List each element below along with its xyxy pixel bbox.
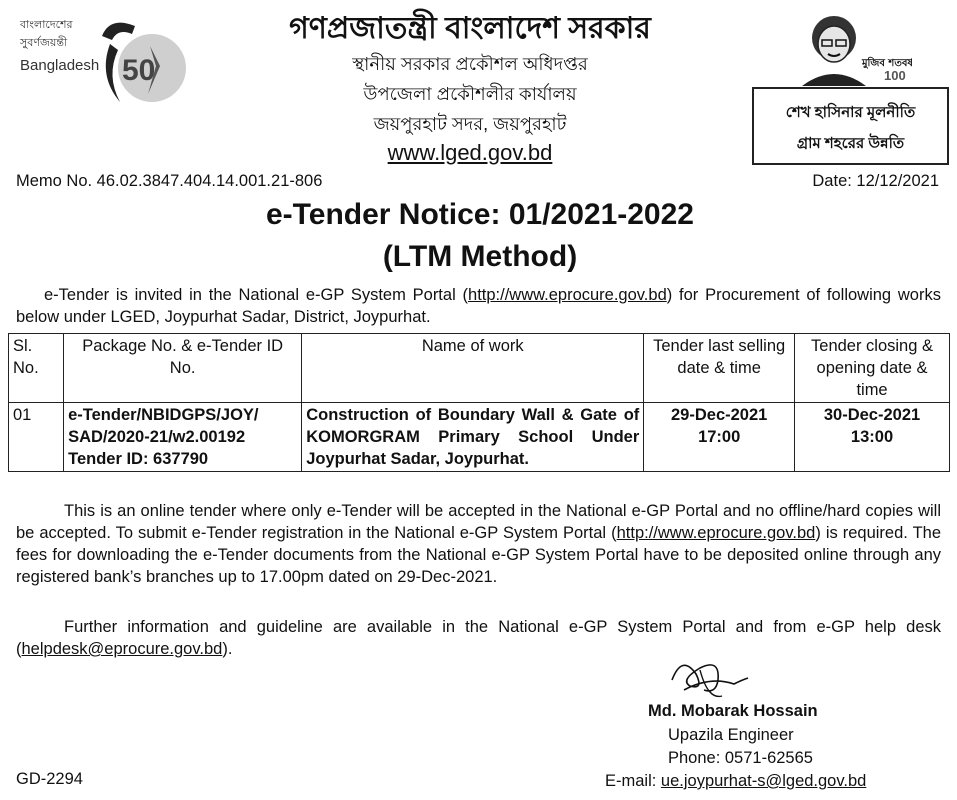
col-work: Name of work	[302, 334, 644, 403]
website-link[interactable]: www.lged.gov.bd	[387, 140, 553, 165]
col-selling: Tender last selling date & time	[644, 334, 795, 403]
location-line: জয়পুরহাট সদর, জয়পুরহাট	[373, 114, 567, 134]
golden-jubilee-logo	[10, 6, 190, 118]
signatory-phone: Phone: 0571-62565	[668, 749, 813, 767]
row-sl: 01	[9, 403, 64, 472]
slogan-box	[752, 87, 949, 165]
eprocure-link-2[interactable]: http://www.eprocure.gov.bd	[616, 524, 816, 542]
signatory-title: Upazila Engineer	[668, 726, 794, 744]
email-link[interactable]: ue.joypurhat-s@lged.gov.bd	[660, 772, 867, 790]
col-package: Package No. & e-Tender ID No.	[64, 334, 302, 403]
office-line: উপজেলা প্রকৌশলীর কার্যালয়	[363, 84, 577, 104]
portrait-number: 100	[884, 68, 906, 83]
notice-title: e-Tender Notice: 01/2021-2022	[266, 198, 694, 231]
further-info-paragraph: Further information and guideline are available in the National e-GP System Portal and from e-GP help desk (helpdesk@eprocure.gov.bd).	[16, 618, 941, 658]
signatory-name: Md. Mobarak Hossain	[648, 702, 818, 720]
tender-table	[8, 333, 950, 472]
row-work: Construction of Boundary Wall & Gate of KOMORGRAM Primary School Under Joypurhat Sadar, Joypurhat.	[302, 403, 644, 472]
mujib-portrait	[792, 4, 912, 86]
helpdesk-email-link[interactable]: helpdesk@eprocure.gov.bd	[21, 640, 223, 658]
govt-title: গণপ্রজাতন্ত্রী বাংলাদেশ সরকার	[289, 12, 651, 45]
table-header-row	[9, 334, 950, 403]
dept-line: স্থানীয় সরকার প্রকৌশল অধিদপ্তর	[352, 54, 588, 74]
row-tender-id: Tender ID: 637790	[68, 450, 209, 468]
portrait-caption: মুজিব শতবর্ষ	[862, 58, 912, 69]
logo-number: 50	[122, 54, 156, 87]
logo-country: Bangladesh	[20, 57, 100, 74]
method-title: (LTM Method)	[382, 240, 578, 273]
col-closing: Tender closing & opening date & time	[795, 334, 950, 403]
row-selling: 29-Dec-2021 17:00	[644, 403, 795, 472]
gd-number: GD-2294	[16, 770, 83, 788]
logo-line2: সুবর্ণজয়ন্তী	[20, 36, 68, 49]
slogan-line2: গ্রাম শহরের উন্নতি	[796, 135, 905, 152]
col-sl: Sl. No.	[9, 334, 64, 403]
logo-line1: বাংলাদেশের	[20, 18, 73, 31]
row-package: e-Tender/NBIDGPS/JOY/ SAD/2020-21/w2.00192 Tender ID: 637790	[64, 403, 302, 472]
slogan-line1: শেখ হাসিনার মূলনীতি	[785, 104, 916, 121]
eprocure-link[interactable]: http://www.eprocure.gov.bd	[468, 286, 667, 304]
signatory-email: E-mail: ue.joypurhat-s@lged.gov.bd	[605, 772, 867, 790]
table-row	[9, 403, 950, 472]
memo-number: Memo No. 46.02.3847.404.14.001.21-806	[16, 172, 323, 190]
notice-date: Date: 12/12/2021	[812, 172, 939, 190]
intro-paragraph: e-Tender is invited in the National e-GP System Portal (http://www.eprocure.gov.bd) for Procurement of following works below under LGED, Joypurhat Sadar, District, Joypurhat.	[16, 286, 941, 326]
row-closing: 30-Dec-2021 13:00	[795, 403, 950, 472]
online-tender-paragraph: This is an online tender where only e-Tender will be accepted in the National e-GP Portal and no offline/hard copies will be accepted. To submit e-Tender registration in the National e-GP System Portal (http://www.eprocure.gov.bd) is required. The fees for downloading the e-Tender documents from the National e-GP System Portal have to be deposited online through any registered bank’s branches up to 17.00pm dated on 29-Dec-2021.	[16, 502, 941, 586]
signature	[600, 650, 750, 710]
